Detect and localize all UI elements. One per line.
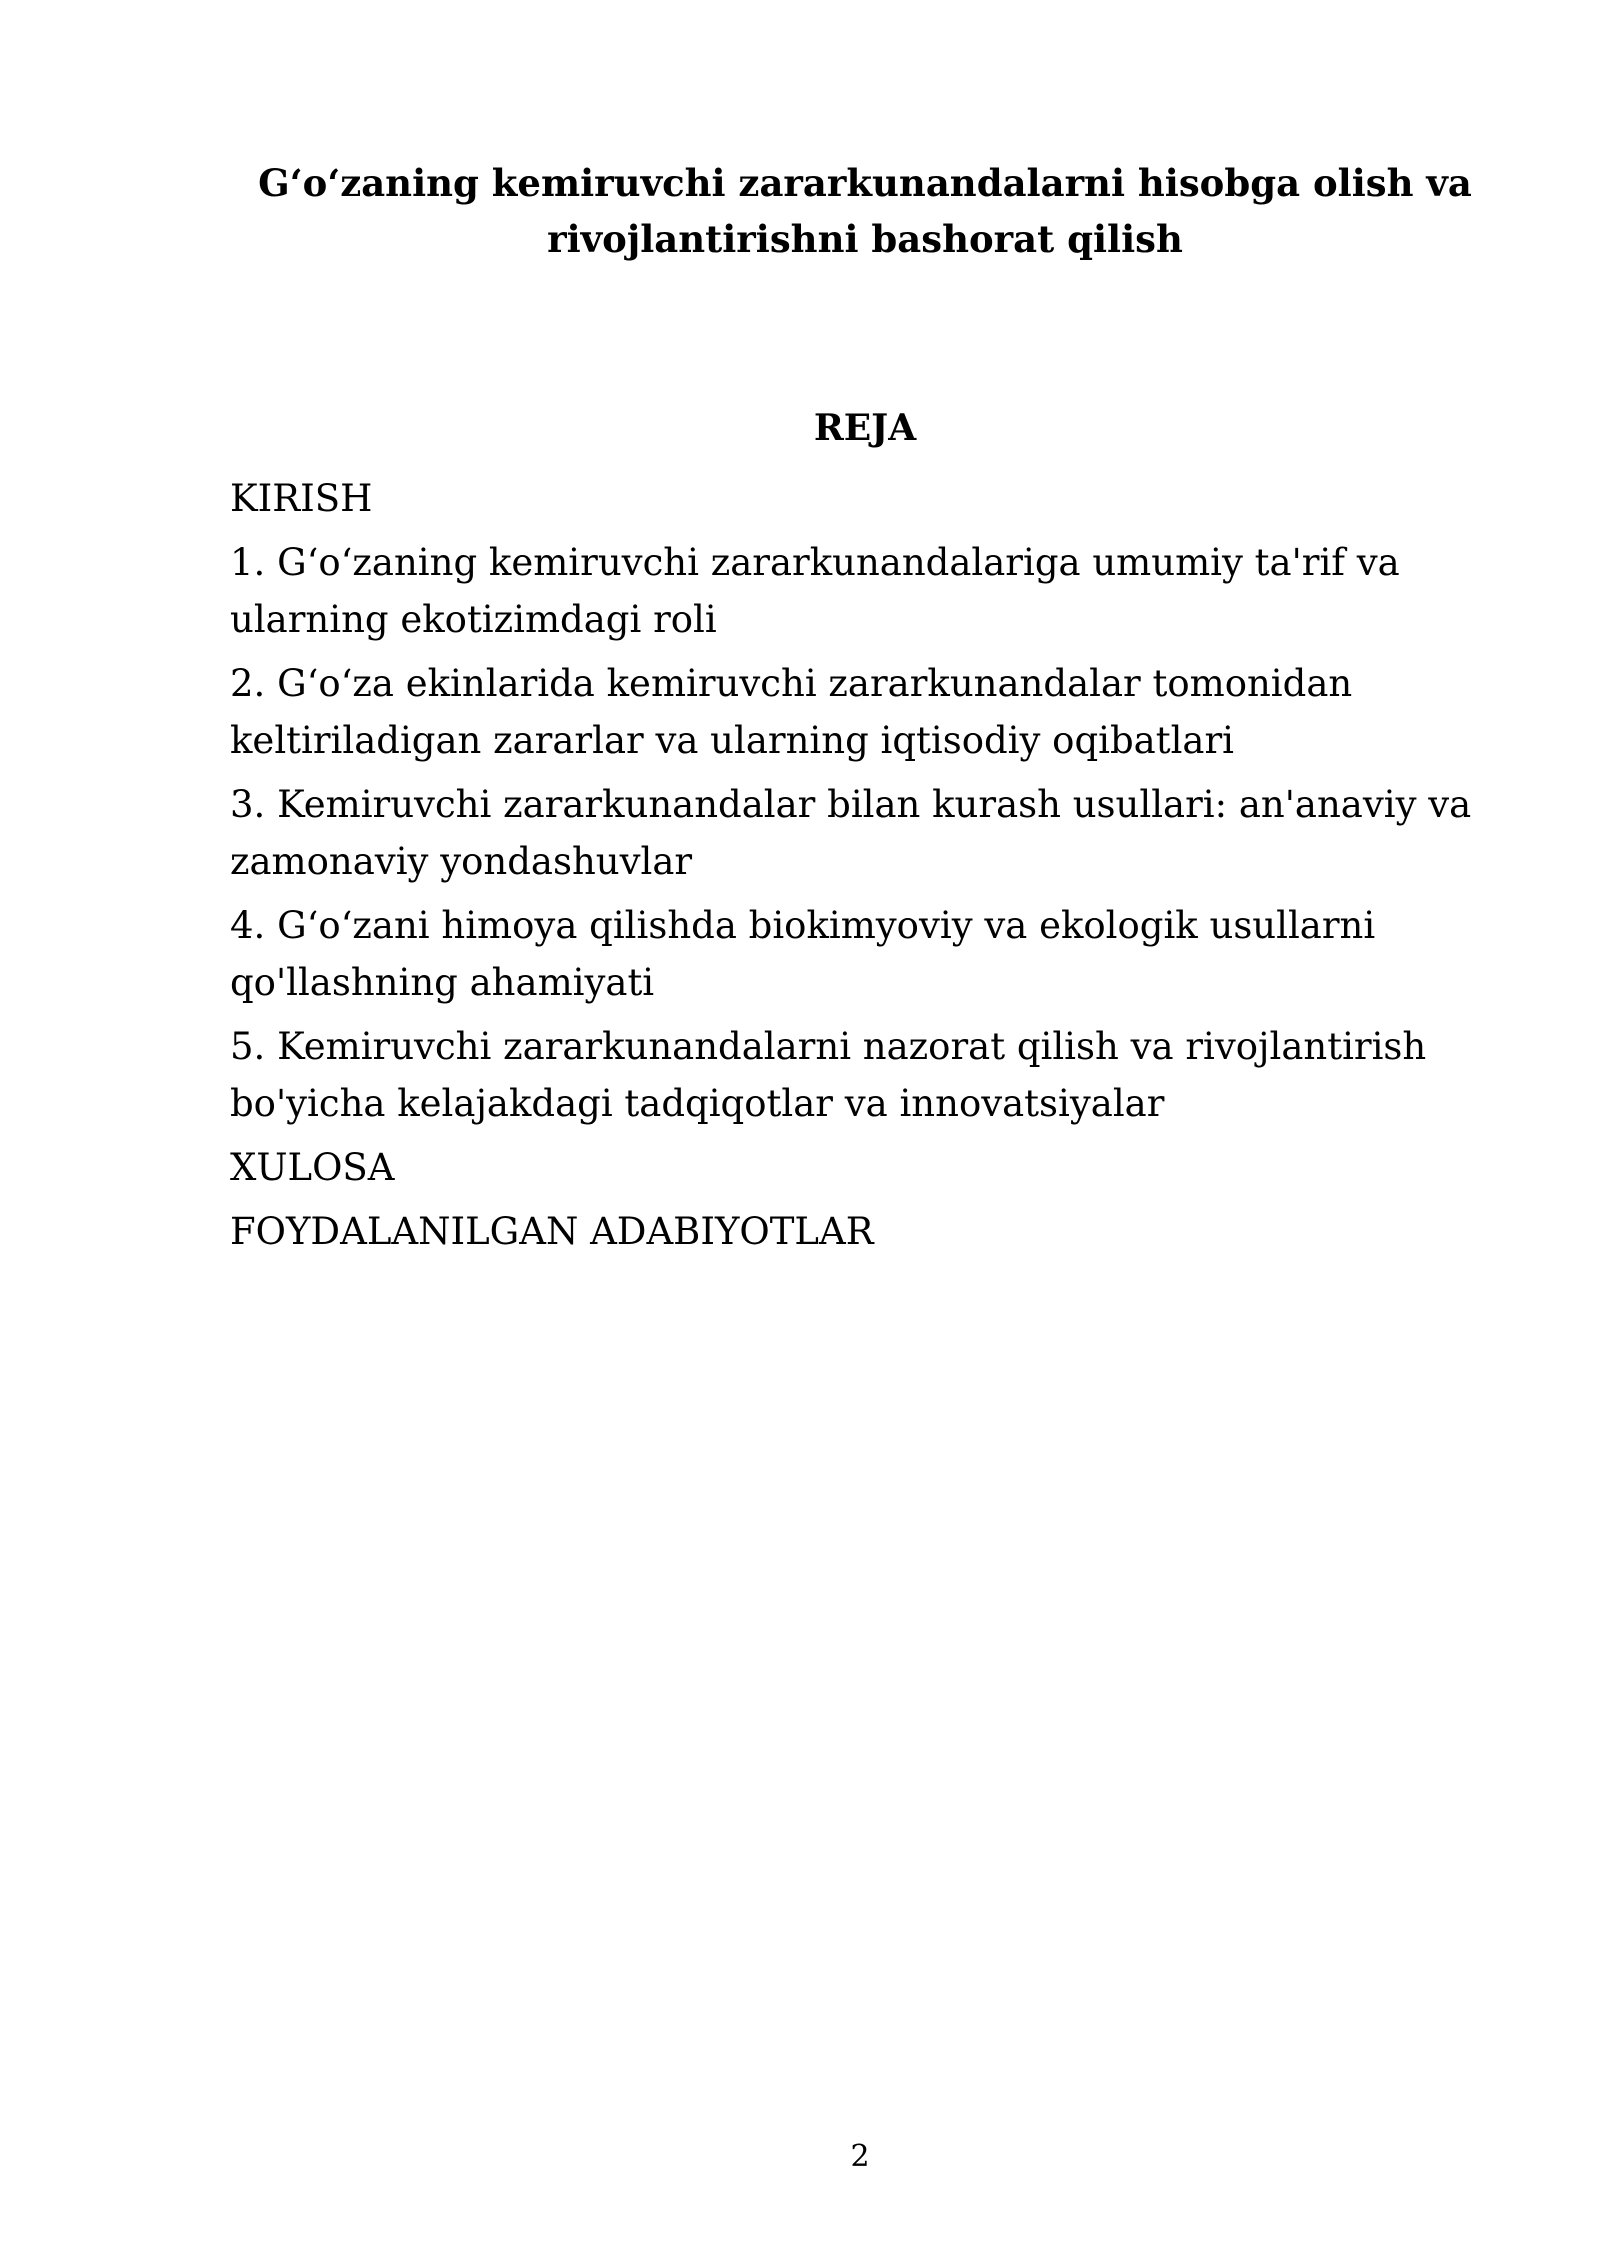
plan-heading: REJA [813, 407, 917, 449]
plan-item-5: 5. Kemiruvchi zararkunandalarni nazorat qilish va rivojlantirish bo'yicha kelajakdagi tadqiqotlar va innovatsiyalar [230, 1025, 1427, 1125]
plan-item-4: 4. G‘o‘zani himoya qilishda biokimyoviy va ekologik usullarni qo'llashning ahamiyati [230, 904, 1376, 1004]
document-title: G‘o‘zaning kemiruvchi zararkunandalarni hisobga olish va rivojlantirishni bashorat qilish [258, 161, 1472, 261]
plan-item-3: 3. Kemiruvchi zararkunandalar bilan kurash usullari: an'anaviy va zamonaviy yondashuvlar [230, 783, 1472, 883]
plan-item-2: 2. G‘o‘za ekinlarida kemiruvchi zararkunandalar tomonidan keltiriladigan zararlar va ularning iqtisodiy oqibatlari [230, 662, 1353, 762]
page-number: 2 [850, 2139, 870, 2174]
plan-item-1: 1. G‘o‘zaning kemiruvchi zararkunandalariga umumiy ta'rif va ularning ekotizimdagi roli [230, 541, 1400, 641]
plan-item-introduction: KIRISH [230, 477, 373, 520]
plan-item-references: FOYDALANILGAN ADABIYOTLAR [230, 1210, 874, 1253]
plan-list [230, 470, 1500, 1267]
plan-item-conclusion: XULOSA [230, 1146, 395, 1189]
